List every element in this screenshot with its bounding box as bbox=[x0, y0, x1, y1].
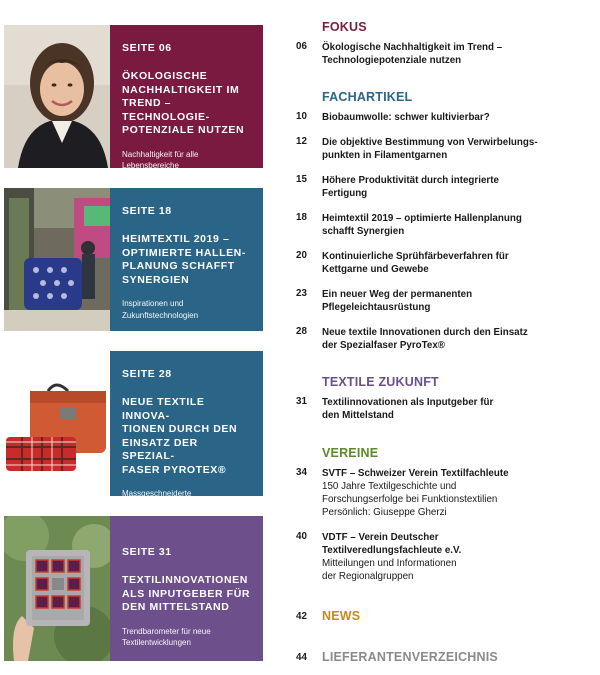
card-page-label: SEITE 18 bbox=[122, 205, 172, 217]
toc-entry[interactable] bbox=[296, 136, 596, 162]
toc-entry[interactable] bbox=[296, 212, 596, 238]
toc-title: Neue textile Innovationen durch den Einsatz der Spezialfaser PyroTex® bbox=[322, 327, 528, 351]
toc-page-number: 40 bbox=[296, 531, 307, 542]
toc-page-number: 10 bbox=[296, 111, 307, 122]
feature-panel-4 bbox=[110, 516, 263, 661]
section-heading-fokus: FOKUS bbox=[322, 20, 367, 34]
toc-description: 150 Jahre Textilgeschichte und Forschungserfolge bei Funktionstextilien Persönlich: Giuseppe Gherzi bbox=[322, 481, 498, 518]
toc-title: Höhere Produktivität durch integrierte Fertigung bbox=[322, 175, 499, 199]
toc-title: SVTF – Schweizer Verein Textilfachleute bbox=[322, 468, 509, 479]
picnic-bag-illustration bbox=[4, 351, 110, 496]
section-heading-fachartikel: FACHARTIKEL bbox=[322, 90, 413, 104]
feature-card-3[interactable] bbox=[4, 351, 263, 510]
toc-page-number: 23 bbox=[296, 288, 307, 299]
toc-entry[interactable] bbox=[296, 41, 596, 67]
toc-page-number: 42 bbox=[296, 611, 307, 622]
card-subline: Inspirationen und Zukunftstechnologien bbox=[122, 299, 199, 320]
section-heading-vereine: VEREINE bbox=[322, 446, 379, 460]
card-page-label: SEITE 06 bbox=[122, 42, 172, 54]
toc-title: Ein neuer Weg der permanenten Pflegeleichtausrüstung bbox=[322, 289, 473, 313]
toc-title: Kontinuierliche Sprühfärbeverfahren für Kettgarne und Gewebe bbox=[322, 251, 509, 275]
feature-panel-2 bbox=[110, 188, 263, 331]
card-headline: HEIMTEXTIL 2019 – OPTIMIERTE HALLEN- PLANUNG SCHAFFT SYNERGIEN bbox=[122, 233, 246, 286]
feature-panel-1 bbox=[110, 25, 263, 168]
toc-page-number: 31 bbox=[296, 396, 307, 407]
card-subline: Nachhaltigkeit für alle Lebensbereiche bbox=[122, 149, 199, 170]
card-subline: Massgeschneiderte High-Tech-Fasern bbox=[122, 489, 192, 510]
toc-entry[interactable] bbox=[296, 326, 596, 352]
card-headline: ÖKOLOGISCHE NACHHALTIGKEIT IM TREND – TECHNOLOGIE- POTENZIALE NUTZEN bbox=[122, 70, 245, 136]
section-heading-lieferantenverzeichnis: LIEFERANTENVERZEICHNIS bbox=[322, 650, 498, 664]
toc-page-number: 12 bbox=[296, 136, 307, 147]
toc-page-number: 44 bbox=[296, 652, 307, 663]
toc-page-number: 15 bbox=[296, 174, 307, 185]
portrait-illustration bbox=[4, 25, 110, 168]
toc-entry-lieferanten[interactable] bbox=[296, 651, 596, 664]
toc-entry[interactable] bbox=[296, 396, 596, 422]
toc-entry[interactable] bbox=[296, 174, 596, 200]
toc-page-number: 34 bbox=[296, 467, 307, 478]
toc-description: Mitteilungen und Informationen der Regionalgruppen bbox=[322, 558, 457, 582]
section-heading-textile-zukunft: TEXTILE ZUKUNFT bbox=[322, 375, 439, 389]
fair-photo bbox=[4, 188, 110, 331]
toc-entry[interactable] bbox=[296, 288, 596, 314]
toc-title: Biobaumwolle: schwer kultivierbar? bbox=[322, 112, 490, 123]
toc-title: Ökologische Nachhaltigkeit im Trend – Technologiepotenziale nutzen bbox=[322, 42, 503, 66]
toc-entry-news[interactable] bbox=[296, 610, 596, 623]
toc-page-number: 18 bbox=[296, 212, 307, 223]
feature-card-4[interactable] bbox=[4, 516, 263, 661]
toc-title: Die objektive Bestimmung von Verwirbelungs- punkten in Filamentgarnen bbox=[322, 137, 538, 161]
exhibition-illustration bbox=[4, 188, 110, 331]
card-subline: Trendbarometer für neue Textilentwicklungen bbox=[122, 626, 211, 647]
feature-card-1[interactable] bbox=[4, 25, 263, 168]
bag-photo bbox=[4, 351, 110, 496]
feature-card-2[interactable] bbox=[4, 188, 263, 331]
toc-page-number: 28 bbox=[296, 326, 307, 337]
card-page-label: SEITE 28 bbox=[122, 368, 172, 380]
card-headline: TEXTILINNOVATIONEN ALS INPUTGEBER FÜR DEN MITTELSTAND bbox=[122, 574, 251, 613]
toc-entry[interactable] bbox=[296, 467, 596, 519]
toc-page-number: 06 bbox=[296, 41, 307, 52]
textile-sensor-illustration bbox=[4, 516, 110, 661]
sensor-photo bbox=[4, 516, 110, 661]
toc-entry[interactable] bbox=[296, 250, 596, 276]
toc-entry[interactable] bbox=[296, 111, 596, 124]
toc-title: VDTF – Verein Deutscher Textilveredlungsfachleute e.V. bbox=[322, 532, 462, 556]
toc-page-number: 20 bbox=[296, 250, 307, 261]
card-headline: NEUE TEXTILE INNOVA- TIONEN DURCH DEN EINSATZ DER SPEZIAL- FASER PYROTEX® bbox=[122, 396, 238, 476]
toc-title: Heimtextil 2019 – optimierte Hallenplanung schafft Synergien bbox=[322, 213, 522, 237]
portrait-photo bbox=[4, 25, 110, 168]
toc-entry[interactable] bbox=[296, 531, 596, 583]
section-heading-news: NEWS bbox=[322, 609, 361, 623]
toc-title: Textilinnovationen als Inputgeber für den Mittelstand bbox=[322, 397, 494, 421]
feature-panel-3 bbox=[110, 351, 263, 510]
card-page-label: SEITE 31 bbox=[122, 546, 172, 558]
